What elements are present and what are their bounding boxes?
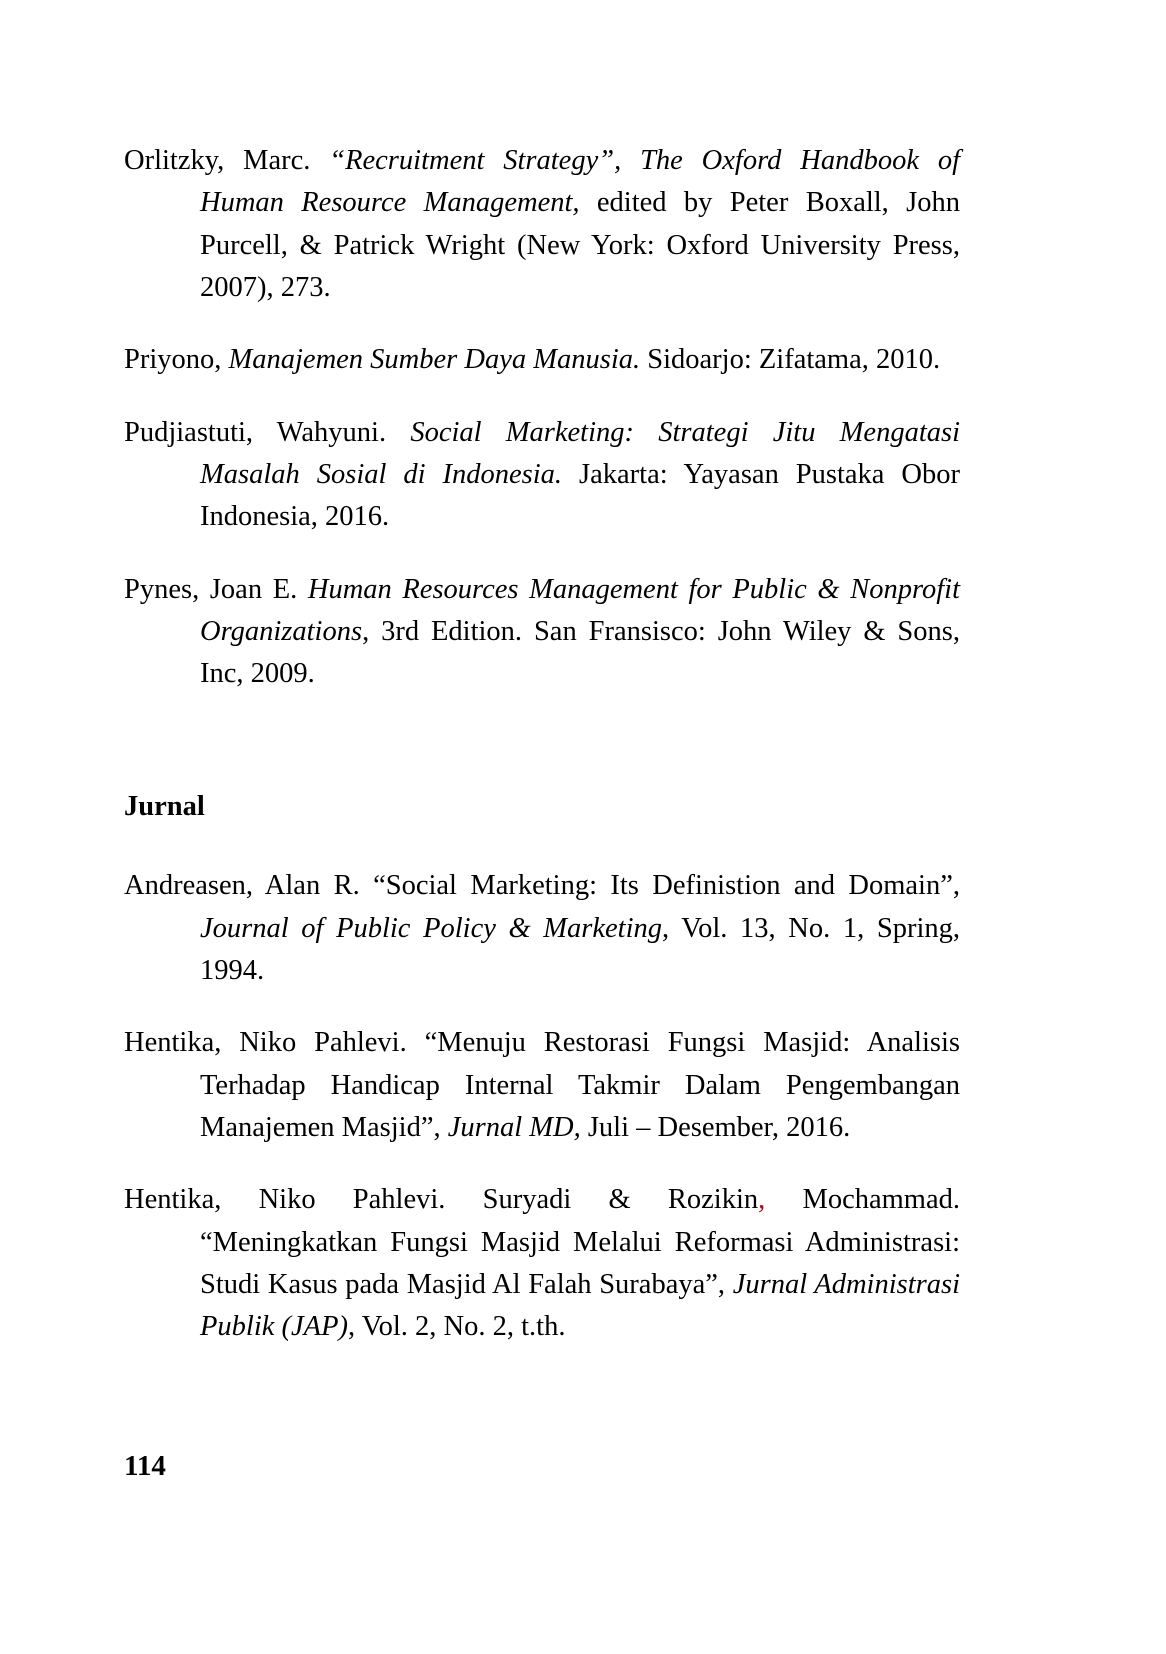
text-run: edited by Peter Boxall, John Purcell, & Patrick Wright (New York: Oxford University Press, 2007), 273. bbox=[200, 187, 961, 303]
text-run: Jakarta: Yayasan Pustaka Obor Indonesia, 2016. bbox=[200, 458, 960, 533]
text-run: Jurnal Administrasi Publik (JAP) bbox=[200, 1268, 960, 1343]
text-run: Hentika, Niko Pahlevi. “Menuju Restorasi Fungsi Masjid: Analisis Terhadap Handicap Internal Takmir Dalam Pengembangan Manajemen Masjid”, bbox=[124, 1027, 960, 1143]
text-run: Priyono, bbox=[124, 344, 229, 376]
reference-entry-pynes bbox=[124, 569, 960, 696]
text-run: Sidoarjo: Zifatama, 2010. bbox=[640, 344, 941, 376]
section-spacer-below-heading bbox=[124, 827, 960, 865]
text-run: , bbox=[758, 1184, 766, 1216]
text-run: , Vol. 2, No. 2, t.th. bbox=[347, 1311, 566, 1343]
text-run: , 3rd Edition. San Fransisco: John Wiley & Sons, Inc, 2009. bbox=[200, 615, 960, 690]
text-run: , Vol. 13, No. 1, Spring, 1994. bbox=[200, 912, 960, 986]
reference-entry-orlitzky bbox=[124, 140, 960, 309]
text-run: Manajemen Sumber Daya Manusia. bbox=[228, 344, 641, 376]
reference-entry-andreasen bbox=[124, 865, 960, 992]
text-run: Andreasen, Alan R. “Social Marketing: Its Definistion and Domain”, bbox=[124, 870, 960, 902]
text-run: Pynes, Joan E. bbox=[124, 573, 308, 605]
text-run: Juli – Desember, 2016. bbox=[580, 1111, 851, 1143]
text-run: “Recruitment Strategy”, The Oxford Handbook of Human Resource Management, bbox=[200, 145, 961, 219]
reference-entry-priyono bbox=[124, 339, 960, 381]
text-run: Mochammad. “Meningkatkan Fungsi Masjid Melalui Reformasi Administrasi: Studi Kasus pada Masjid Al Falah Surabaya”, bbox=[200, 1184, 960, 1300]
text-run: Social Marketing: Strategi Jitu Mengatasi Masalah Sosial di Indonesia. bbox=[200, 416, 960, 490]
text-run: Hentika, Niko Pahlevi. Suryadi & Rozikin bbox=[124, 1184, 759, 1216]
journal-reference-list bbox=[124, 865, 960, 1348]
reference-entry-pudjiastuti bbox=[124, 412, 960, 539]
reference-entry-hentika-2016 bbox=[124, 1022, 960, 1149]
section-spacer bbox=[124, 695, 960, 787]
page-number: 114 bbox=[124, 1450, 166, 1482]
text-run: Human Resources Management for Public & Nonprofit Organizations bbox=[200, 573, 960, 647]
section-heading-jurnal: Jurnal bbox=[124, 791, 205, 823]
text-run: Journal of Public Policy & Marketing bbox=[200, 912, 662, 944]
text-run: Orlitzky, Marc. bbox=[124, 145, 330, 176]
reference-entry-hentika-suryadi-rozikin bbox=[124, 1179, 960, 1348]
book-reference-list bbox=[124, 140, 960, 695]
text-run: Jurnal MD, bbox=[447, 1111, 581, 1143]
text-run: Pudjiastuti, Wahyuni. bbox=[124, 416, 411, 448]
bibliography-content bbox=[124, 140, 960, 1348]
